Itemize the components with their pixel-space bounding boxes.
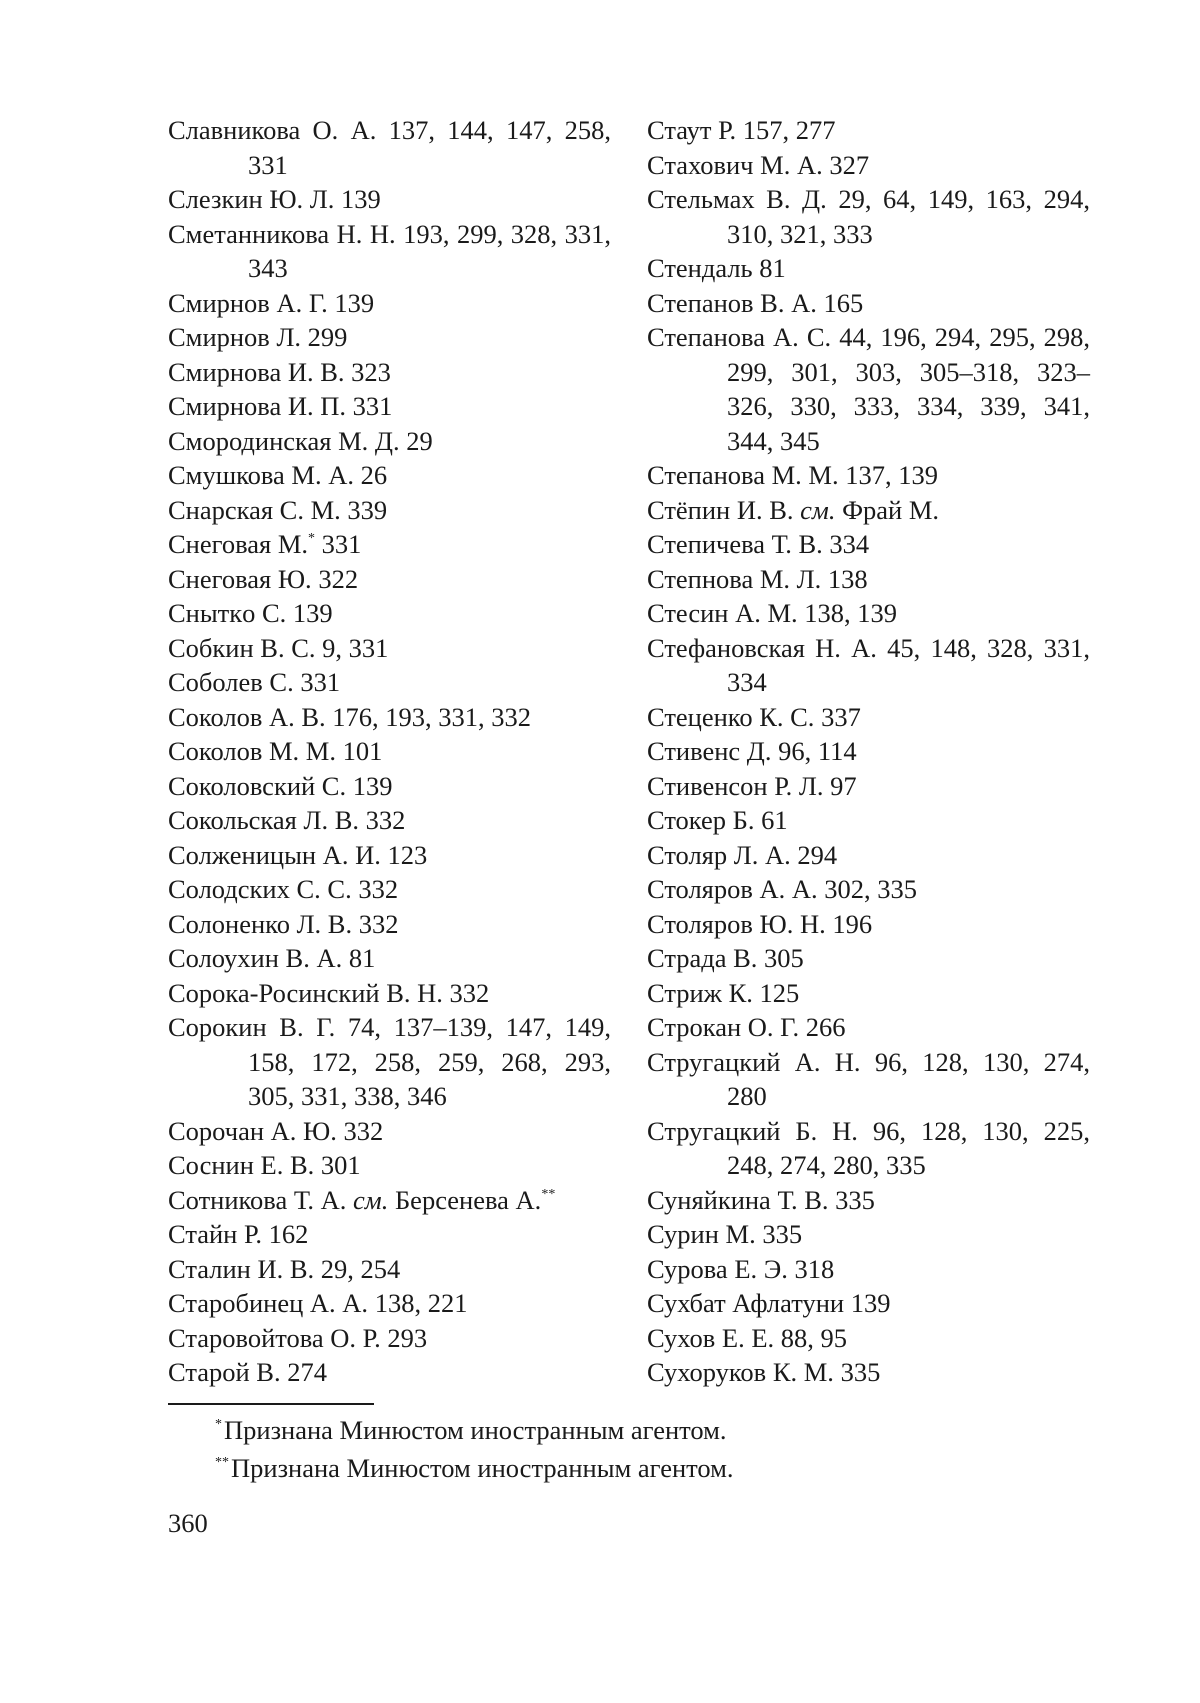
entry-name: Сотникова Т. А. (168, 1184, 347, 1215)
index-entry (647, 1321, 1090, 1356)
entry-pages: 165 (823, 287, 864, 318)
entry-pages: 137, 139 (845, 460, 938, 490)
entry-name: Сокольская Л. В. (168, 805, 359, 835)
entry-name: Строкан О. Г. (647, 1012, 800, 1042)
entry-pages: 138, 221 (374, 1288, 468, 1318)
index-entry (647, 769, 1090, 804)
entry-pages: 331 (321, 529, 362, 559)
entry-pages: 323 (351, 356, 391, 387)
index-entry (168, 1252, 611, 1287)
entry-pages: 139 (292, 598, 333, 628)
index-entry (168, 1114, 611, 1149)
footnote-text: Признана Минюстом иностранным агентом. (224, 1415, 727, 1445)
entry-pages: 26 (360, 460, 388, 490)
entry-pages: 139 (352, 770, 393, 801)
entry-name: Суняйкина Т. В. (647, 1184, 829, 1215)
index-entry (168, 562, 611, 597)
entry-pages: 139 (850, 1288, 891, 1318)
entry-pages: 294 (797, 839, 838, 870)
entry-pages: 196 (832, 908, 873, 939)
index-column-right (647, 113, 1090, 1390)
index-entry (168, 424, 611, 459)
index-entry (647, 907, 1090, 942)
entry-name: Смородинская М. Д. (168, 425, 400, 456)
index-entry (647, 458, 1090, 493)
entry-name: Стокер Б. (647, 805, 755, 835)
entry-name: Смирнов Л. (168, 322, 302, 352)
index-entry (647, 1045, 1090, 1114)
index-entry (168, 1148, 611, 1183)
entry-pages: 81 (348, 943, 376, 973)
index-entry (168, 1286, 611, 1321)
entry-pages: 332 (358, 874, 399, 904)
index-entry (168, 113, 611, 182)
entry-pages: 29, 64, 149, 163, 294, 310, 321, 333 (727, 184, 1090, 249)
entry-name: Солоненко Л. В. (168, 908, 353, 939)
index-entry (647, 251, 1090, 286)
entry-pages: 138 (827, 563, 868, 594)
index-entry (647, 1286, 1090, 1321)
entry-name: Стаут Р. (647, 115, 737, 145)
index-entry (168, 286, 611, 321)
entry-name: Сталин И. В. (168, 1253, 315, 1284)
index-entry (647, 1010, 1090, 1045)
index-entry (168, 389, 611, 424)
entry-pages: 293 (387, 1322, 428, 1353)
index-entry (647, 286, 1090, 321)
entry-name: Сухбат Афлатуни (647, 1288, 845, 1318)
entry-pages: 139 (341, 184, 381, 214)
entry-pages: 29 (406, 425, 433, 456)
entry-pages: 332 (343, 1115, 384, 1146)
entry-pages: 125 (759, 977, 800, 1008)
entry-name: Слезкин Ю. Л. (168, 184, 335, 214)
footnote-mark: * (308, 531, 316, 546)
index-entry (168, 1355, 611, 1390)
entry-pages: 96, 128, 130, 274, 280 (727, 1046, 1090, 1111)
index-entry (647, 148, 1090, 183)
entry-name: Сухоруков К. М. (647, 1357, 834, 1387)
index-entry (168, 700, 611, 735)
entry-pages: 45, 148, 328, 331, 334 (727, 632, 1090, 697)
index-entry (168, 217, 611, 286)
entry-name: Стругацкий Б. Н. (647, 1115, 858, 1146)
entry-pages: 138, 139 (804, 598, 898, 628)
index-entry (647, 562, 1090, 597)
entry-pages: 331 (352, 391, 393, 421)
entry-pages: 157, 277 (742, 115, 836, 145)
entry-name: Стендаль (647, 253, 753, 283)
entry-pages: 96, 128, 130, 225, 248, 274, 280, 335 (727, 1115, 1090, 1180)
entry-name: Сорочан А. Ю. (168, 1115, 337, 1146)
entry-pages: 139 (334, 287, 375, 318)
index-entry (647, 1217, 1090, 1252)
entry-name: Стриж К. (647, 977, 753, 1008)
entry-name: Стёпин И. В. (647, 494, 794, 525)
entry-pages: 162 (268, 1219, 309, 1249)
index-entry (168, 596, 611, 631)
entry-pages: 101 (342, 736, 383, 766)
entry-pages: 299 (307, 322, 348, 352)
index-entry (168, 1010, 611, 1114)
footnote (215, 1449, 1065, 1487)
index-entry (168, 320, 611, 355)
entry-name: Старой В. (168, 1357, 281, 1387)
footnote-mark: * (215, 1417, 222, 1432)
entry-pages: 44, 196, 294, 295, 298, 299, 301, 303, 305–318, 323–326, 330, 333, 334, 339, 341, 344, 345 (727, 322, 1090, 456)
entry-pages: 29, 254 (320, 1253, 401, 1284)
entry-name: Стесин А. М. (647, 598, 798, 628)
entry-name: Степичева Т. В. (647, 529, 823, 559)
entry-name: Столяров Ю. Н. (647, 908, 826, 939)
entry-pages: 302, 335 (824, 874, 918, 904)
see-reference-word: см. (353, 1184, 389, 1215)
entry-name: Соколов А. В. (168, 701, 326, 732)
index-entry (647, 1252, 1090, 1287)
index-entry (168, 631, 611, 666)
index-entry (647, 1355, 1090, 1390)
footnote-text: Признана Минюстом иностранным агентом. (231, 1453, 734, 1483)
index-entry (647, 113, 1090, 148)
entry-name: Стругацкий А. Н. (647, 1046, 861, 1077)
entry-name: Соколов М. М. (168, 736, 336, 766)
index-columns (168, 113, 1090, 1390)
index-entry (647, 838, 1090, 873)
index-entry (647, 941, 1090, 976)
see-reference-word: см. (800, 494, 836, 525)
entry-pages: 176, 193, 331, 332 (332, 701, 532, 732)
index-entry (647, 596, 1090, 631)
entry-name: Столяров А. А. (647, 874, 818, 904)
see-reference-target: Фрай М. (842, 494, 940, 525)
entry-name: Столяр Л. А. (647, 839, 791, 870)
index-entry (168, 907, 611, 942)
index-entry (647, 872, 1090, 907)
entry-pages: 335 (835, 1184, 875, 1215)
entry-name: Сухов Е. Е. (647, 1322, 775, 1353)
entry-name: Стахович М. А. (647, 149, 823, 180)
entry-pages: 334 (829, 529, 870, 559)
entry-pages: 301 (320, 1150, 361, 1180)
index-entry (647, 734, 1090, 769)
entry-pages: 305 (764, 943, 804, 973)
entry-pages: 123 (387, 839, 428, 870)
entry-name: Стивенсон Р. Л. (647, 770, 824, 801)
entry-pages: 335 (840, 1357, 881, 1387)
entry-pages: 96, 114 (778, 736, 857, 766)
entry-name: Снарская С. М. (168, 494, 341, 525)
index-entry (647, 1114, 1090, 1183)
entry-pages: 74, 137–139, 147, 149, 158, 172, 258, 259, 268, 293, 305, 331, 338, 346 (248, 1012, 612, 1111)
index-entry (647, 320, 1090, 458)
footnote-mark: ** (541, 1186, 556, 1202)
entry-name: Соколовский С. (168, 770, 347, 801)
entry-pages: 137, 144, 147, 258, 331 (248, 115, 612, 180)
entry-pages: 88, 95 (780, 1322, 848, 1353)
footnote-mark: ** (215, 1455, 229, 1470)
entry-name: Снеговая Ю. (168, 563, 312, 594)
entry-name: Смушкова М. А. (168, 460, 355, 490)
entry-name: Стефановская Н. А. (647, 632, 877, 663)
index-entry (168, 1183, 611, 1218)
footnote (215, 1411, 1065, 1449)
entry-pages: 274 (287, 1357, 327, 1387)
entry-name: Сурин М. (647, 1219, 756, 1249)
entry-pages: 81 (759, 253, 786, 283)
entry-name: Сорока-Росинский В. Н. (168, 977, 443, 1008)
index-entry (168, 976, 611, 1011)
entry-pages: 322 (318, 563, 359, 594)
index-entry (647, 1183, 1090, 1218)
entry-name: Смирнова И. В. (168, 356, 345, 387)
index-entry (168, 182, 611, 217)
entry-pages: 331 (300, 667, 341, 697)
entry-name: Собкин В. С. (168, 632, 316, 663)
index-entry (168, 493, 611, 528)
index-entry (168, 803, 611, 838)
entry-name: Старобинец А. А. (168, 1288, 369, 1318)
entry-name: Славникова О. А. (168, 115, 377, 145)
entry-pages: 337 (821, 701, 861, 732)
entry-name: Стайн Р. (168, 1219, 263, 1249)
entry-pages: 327 (829, 149, 870, 180)
entry-pages: 61 (761, 805, 788, 835)
entry-name: Солодских С. С. (168, 874, 352, 904)
index-entry (168, 734, 611, 769)
entry-pages: 97 (830, 770, 857, 801)
index-entry (647, 803, 1090, 838)
entry-pages: 332 (365, 805, 406, 835)
entry-name: Соболев С. (168, 667, 294, 697)
entry-name: Степнова М. Л. (647, 563, 822, 594)
index-entry (647, 631, 1090, 700)
entry-name: Сметанникова Н. Н. (168, 218, 396, 249)
index-entry (647, 493, 1090, 528)
index-entry (647, 976, 1090, 1011)
index-entry (168, 872, 611, 907)
entry-name: Степанова М. М. (647, 460, 839, 490)
index-entry (168, 769, 611, 804)
index-entry (168, 1217, 611, 1252)
entry-pages: 266 (805, 1012, 846, 1042)
page-number: 360 (168, 1508, 208, 1538)
footnote-rule (168, 1403, 374, 1405)
index-entry (647, 182, 1090, 251)
index-entry (168, 665, 611, 700)
entry-name: Степанова А. С. (647, 322, 832, 352)
index-entry (168, 527, 611, 562)
index-entry (647, 527, 1090, 562)
entry-pages: 339 (347, 494, 388, 525)
entry-pages: 332 (449, 977, 490, 1008)
entry-pages: 318 (794, 1253, 835, 1284)
entry-name: Стеценко К. С. (647, 701, 815, 732)
entry-name: Сорокин В. Г. (168, 1012, 336, 1042)
index-entry (647, 700, 1090, 735)
entry-name: Сныткo С. (168, 598, 287, 628)
footnotes (215, 1411, 1065, 1487)
index-entry (168, 941, 611, 976)
index-entry (168, 838, 611, 873)
entry-pages: 332 (358, 908, 399, 939)
entry-name: Соснин Е. В. (168, 1150, 315, 1180)
entry-name: Снеговая М. (168, 529, 309, 559)
entry-pages: 9, 331 (322, 632, 389, 663)
index-column-left (168, 113, 611, 1390)
see-reference-target: Берсенева А. (394, 1184, 542, 1215)
entry-name: Старовойтова О. Р. (168, 1322, 381, 1353)
index-entry (168, 355, 611, 390)
index-entry (168, 1321, 611, 1356)
entry-name: Смирнов А. Г. (168, 287, 328, 318)
entry-name: Страда В. (647, 943, 758, 973)
entry-pages: 335 (762, 1219, 803, 1249)
entry-name: Степанов В. А. (647, 287, 817, 318)
entry-name: Стивенс Д. (647, 736, 772, 766)
index-entry (168, 458, 611, 493)
entry-name: Солоухин В. А. (168, 943, 343, 973)
entry-name: Солженицын А. И. (168, 839, 381, 870)
entry-name: Смирнова И. П. (168, 391, 347, 421)
entry-name: Стельмах В. Д. (647, 184, 827, 214)
entry-pages: 193, 299, 328, 331, 343 (248, 218, 612, 283)
entry-name: Сурова Е. Э. (647, 1253, 788, 1284)
